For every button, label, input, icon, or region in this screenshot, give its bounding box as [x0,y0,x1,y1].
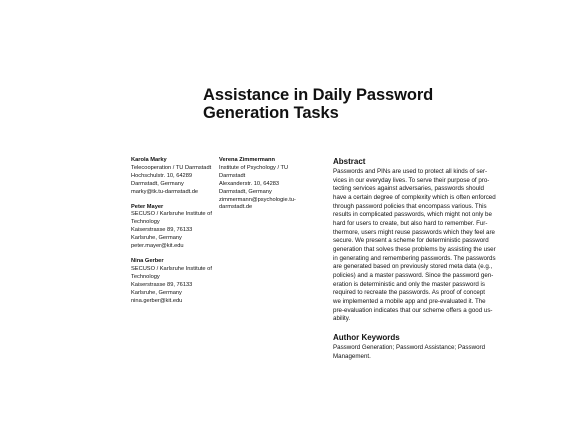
author-email: darmstadt.de [219,204,253,211]
abstract-line: are generated based on previously stored meta data (e.g., [333,263,493,271]
author-affiliation-line: Institute of Psychology / TU [219,164,289,171]
author-block [131,204,219,251]
abstract-line: thermore, users might reuse passwords which they feel are [333,228,495,236]
author-block [131,258,219,305]
author-column-right [219,157,319,212]
abstract-line: hard for users to create, but also hard to remember. Fur- [333,219,488,227]
author-affiliation-line: Telecooperation / TU Darmstadt [131,164,212,171]
keywords-heading: Author Keywords [333,333,400,342]
keywords-section [333,333,518,361]
keywords-line: Password Generation; Password Assistance; Password [333,344,486,351]
author-block [131,157,219,197]
abstract-line: eration is deterministic and only the master password is [333,280,486,288]
abstract-line: Passwords and PINs are used to protect all kinds of ser- [333,168,488,175]
author-name: Nina Gerber [131,257,164,264]
author-email: peter.mayer@kit.edu [131,243,184,250]
abstract-line: vices in our everyday lives. To serve their purpose of pro- [333,176,490,184]
author-affiliation-line: Technology [131,219,160,226]
author-affiliation-line: Alexanderstr. 10, 64283 [219,180,280,187]
keywords-body [333,344,518,361]
author-affiliation-line: SECUSO / Karlsruhe Institute of [131,211,212,218]
author-email: zimmermann@psychologie.tu- [219,196,296,203]
paper-title-line: Assistance in Daily Password [203,86,434,104]
abstract-line: ability. [333,315,351,323]
abstract-section [333,157,518,324]
abstract-line: through password policies that encompass various. This [333,202,487,210]
abstract-line: in generating and remembering passwords. The passwords [333,254,496,262]
abstract-heading: Abstract [333,157,366,166]
author-affiliation-line: Darmstadt [219,172,246,179]
author-name: Verena Zimmermann [219,157,275,163]
abstract-line: generation that solves these problems by assisting the user [333,245,496,253]
abstract-line: results in complicated passwords, which might not only be [333,211,492,219]
author-affiliation-line: Hochschulstr. 10, 64289 [131,172,193,179]
abstract-line: required to recreate the passwords. As proof of concept [333,289,486,297]
author-name: Karola Marky [131,157,167,163]
author-affiliation-line: Karlsruhe, Germany [131,235,182,242]
abstract-line: policies) and a master password. Since the password gen- [333,271,494,279]
author-affiliation-line: Technology [131,273,160,280]
author-block [219,157,319,212]
abstract-line: tecting services against adversaries, passwords should [333,185,484,193]
author-affiliation-line: Kaiserstrasse 89, 76133 [131,227,193,234]
author-affiliation-line: Darmstadt, Germany [131,180,184,187]
author-email: marky@tk.tu-darmstadt.de [131,188,199,195]
abstract-line: secure. We present a scheme for deterministic password [333,237,489,245]
keywords-line: Management. [333,352,371,360]
author-affiliation-line: Karlsruhe, Germany [131,289,182,296]
abstract-line: we implemented a mobile app and pre-evaluated it. The [333,297,486,305]
author-affiliation-line: SECUSO / Karlsruhe Institute of [131,265,212,272]
abstract-line: have a certain degree of complexity which is often enforced [333,193,496,201]
paper-title [203,86,503,122]
paper-title-line: Generation Tasks [203,104,339,122]
author-column-left [131,157,219,305]
author-affiliation-line: Kaiserstrasse 89, 76133 [131,281,193,288]
author-affiliation-line: Darmstadt, Germany [219,188,272,195]
author-name: Peter Mayer [131,203,164,210]
abstract-line: pre-evaluation indicates that our scheme offers a good us- [333,306,493,314]
author-email: nina.gerber@kit.edu [131,297,183,304]
abstract-body [333,168,518,324]
